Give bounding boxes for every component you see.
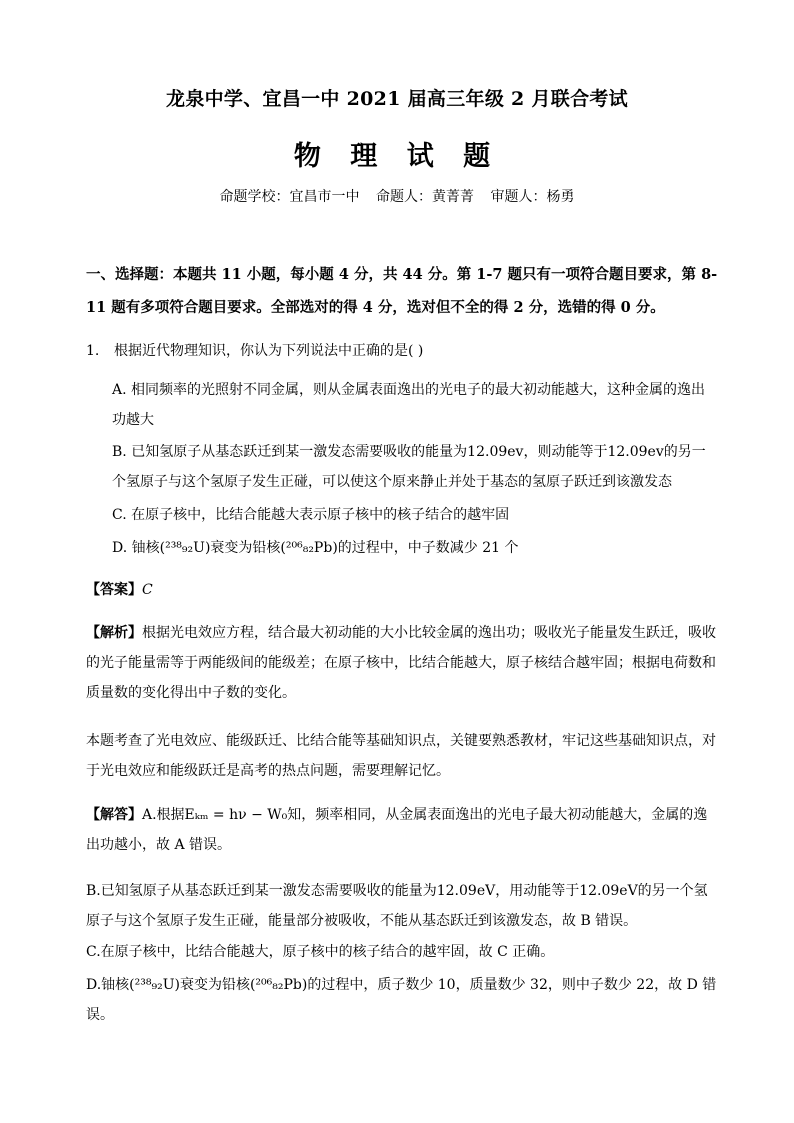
option-c: C. 在原子核中，比结合能越大表示原子核中的核子结合的越牢固 [112,507,510,523]
question-stem: 根据近代物理知识，你认为下列说法中正确的是( ) [114,343,424,359]
solution-label: 【解答】 [86,807,142,823]
subject-title: 物 理 试 题 [293,141,501,172]
answer-value: C [142,582,153,598]
solution-a [86,800,718,860]
answer-label: 【答案】 [86,582,142,598]
solution-c: C.在原子核中，比结合能越大，原子核中的核子结合的越牢固，故 C 正确。 [86,944,555,960]
option-d: D. 铀核(²³⁸₉₂U)衰变为铅核(²⁰⁶₈₂Pb)的过程中，中子数减少 21 个 [112,540,519,556]
solution-a-text: A.根据Eₖₘ = hν − W₀知，频率相同，从金属表面逸出的光电子最大初动能越大，金属的逸出功越小，故 A 错误。 [86,807,708,853]
analysis-label: 【解析】 [86,625,142,641]
summary-paragraph: 本题考查了光电效应、能级跃迁、比结合能等基础知识点，关键要熟悉教材，牢记这些基础知识点，对于光电效应和能级跃迁是高考的热点问题，需要理解记忆。 [86,733,716,779]
option-b: B. 已知氢原子从基态跃迁到某一激发态需要吸收的能量为12.09ev，则动能等于12.09ev的另一个氢原子与这个氢原子发生正碰，可以使这个原来静止并处于基态的氢原子跃迁到该激发态 [112,444,706,490]
answer-line [86,575,718,605]
question-number: 1. [86,343,100,359]
author-school: 命题学校：宜昌市一中 [219,189,360,205]
author-line [0,186,794,206]
exam-title: 龙泉中学、宜昌一中 2021 届高三年级 2 月联合考试 [166,88,628,110]
option-a: A. 相同频率的光照射不同金属，则从金属表面逸出的光电子的最大初动能越大，这种金属的逸出功越大 [112,382,706,428]
author-writer: 命题人：黄菁菁 [376,189,474,205]
analysis-text: 根据光电效应方程，结合最大初动能的大小比较金属的逸出功；吸收光子能量发生跃迁，吸收的光子能量需等于两能级间的能级差；在原子核中，比结合能越大，原子核结合越牢固；根据电荷数和质量数的变化得出中子数的变化。 [86,625,716,701]
author-reviewer: 审题人：杨勇 [490,189,575,205]
solution-b: B.已知氢原子从基态跃迁到某一激发态需要吸收的能量为12.09eV，用动能等于12.09eV的另一个氢原子与这个氢原子发生正碰，能量部分被吸收，不能从基态跃迁到该激发态，故 B 错误。 [86,883,708,929]
section-heading: 一、选择题：本题共 11 小题，每小题 4 分，共 44 分。第 1-7 题只有一项符合题目要求，第 8-11 题有多项符合题目要求。全部选对的得 4 分，选对但不全的得 2 分，选错的得 0 分。 [86,266,718,316]
analysis-paragraph [86,618,718,708]
solution-d: D.铀核(²³⁸₉₂U)衰变为铅核(²⁰⁶₈₂Pb)的过程中，质子数少 10，质量数少 32，则中子数少 22，故 D 错误。 [86,977,717,1023]
